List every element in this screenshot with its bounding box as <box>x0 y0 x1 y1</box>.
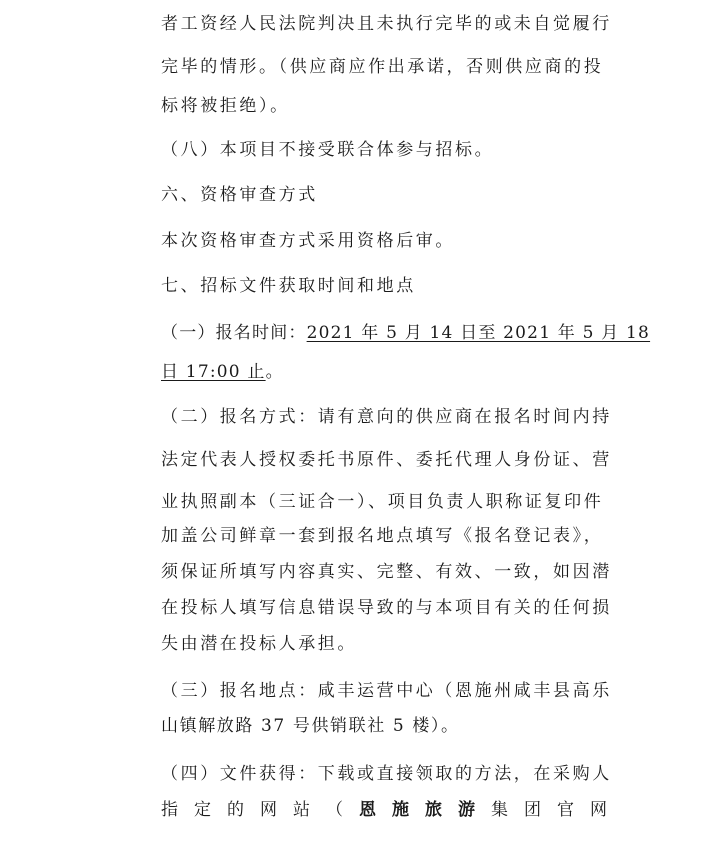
registration-time-range: 2021 年 5 月 14 日至 2021 年 5 月 18 <box>306 323 651 343</box>
char-1: 指 <box>161 800 184 820</box>
registration-time-period: 。 <box>265 362 284 382</box>
registration-time-line <box>161 321 651 345</box>
char-7: 恩 <box>359 800 382 820</box>
registration-method-line-5: 须保证所填写内容真实、完整、有效、一致，如因潜 <box>161 562 612 582</box>
registration-method-line-2: 法定代表人授权委托书原件、委托代理人身份证、营 <box>161 450 612 470</box>
char-11: 集 <box>491 800 514 820</box>
char-4: 网 <box>260 800 283 820</box>
text-line-1: 者工资经人民法院判决且未执行完毕的或未自觉履行 <box>161 14 612 34</box>
char-12: 团 <box>524 800 547 820</box>
char-2: 定 <box>194 800 217 820</box>
char-9: 旅 <box>425 800 448 820</box>
registration-method-line-3: 业执照副本（三证合一）、项目负责人职称证复印件 <box>161 492 604 512</box>
registration-method-line-1: （二）报名方式：请有意向的供应商在报名时间内持 <box>161 407 612 427</box>
char-6: （ <box>326 800 349 820</box>
document-acquisition-line-1: （四）文件获得：下载或直接领取的方法，在采购人 <box>161 764 612 784</box>
section-6-heading: 六、资格审查方式 <box>161 185 318 205</box>
registration-time-end-line <box>161 360 607 384</box>
char-14: 网 <box>590 800 607 820</box>
registration-location-line-1: （三）报名地点：咸丰运营中心（恩施州咸丰县高乐 <box>161 681 612 701</box>
registration-time-label: （一）报名时间： <box>161 323 307 343</box>
char-8: 施 <box>392 800 415 820</box>
section-7-heading: 七、招标文件获取时间和地点 <box>161 276 416 296</box>
registration-time-end: 日 17:00 止 <box>161 362 266 382</box>
char-3: 的 <box>227 800 250 820</box>
clause-8: （八）本项目不接受联合体参与招标。 <box>161 140 495 160</box>
registration-method-line-7: 失由潜在投标人承担。 <box>161 634 357 654</box>
section-6-body: 本次资格审查方式采用资格后审。 <box>161 231 455 251</box>
char-13: 官 <box>557 800 580 820</box>
registration-method-line-4: 加盖公司鲜章一套到报名地点填写《报名登记表》， <box>161 526 604 546</box>
registration-location-line-2: 山镇解放路 37 号供销联社 5 楼）。 <box>161 716 460 736</box>
char-10: 游 <box>458 800 481 820</box>
document-acquisition-line-2 <box>161 798 607 822</box>
char-5: 站 <box>293 800 316 820</box>
text-line-2: 完毕的情形。（供应商应作出承诺，否则供应商的投 <box>161 57 604 77</box>
text-line-3: 标将被拒绝）。 <box>161 96 290 116</box>
registration-method-line-6: 在投标人填写信息错误导致的与本项目有关的任何损 <box>161 598 612 618</box>
